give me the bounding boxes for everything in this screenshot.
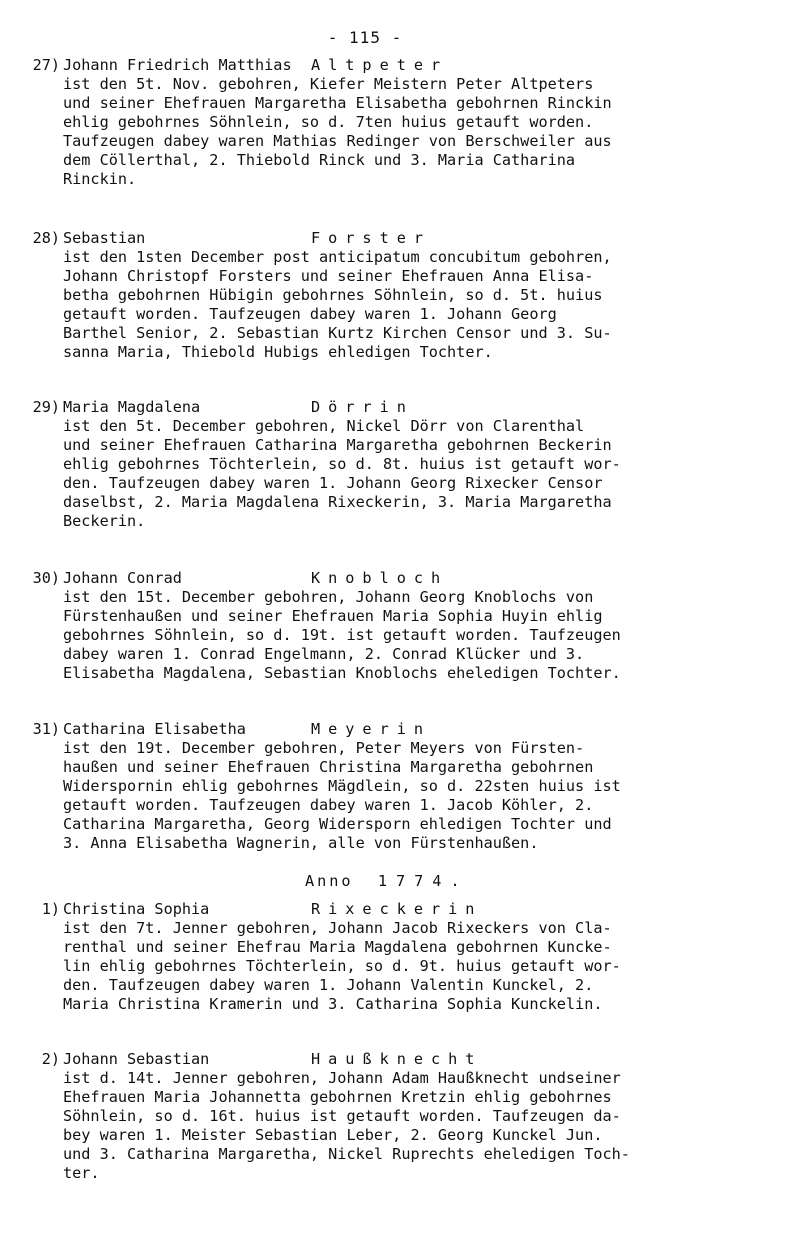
year-dot: . [450, 872, 463, 890]
entry-line: ist den 5t. December gebohren, Nickel Dörr von Clarenthal [63, 417, 585, 435]
surname: Altpeter [311, 56, 449, 74]
entry-line: getauft worden. Taufzeugen dabey waren 1. Johann Georg [63, 305, 557, 323]
entry-text [63, 739, 798, 853]
entry-line: betha gebohrnen Hübigin gebohrnes Söhnlein, so d. 5t. huius [63, 286, 603, 304]
entry-line: ist den 7t. Jenner gebohren, Johann Jacob Rixeckers von Cla- [63, 919, 612, 937]
surname: Knobloch [311, 569, 449, 587]
given-name: Catharina Elisabetha [63, 720, 246, 738]
entry-line: bey waren 1. Meister Sebastian Leber, 2. Georg Kunckel Jun. [63, 1126, 603, 1144]
surname: Rixeckerin [311, 900, 483, 918]
year-digits: 1774 [377, 872, 451, 890]
entry-line: Barthel Senior, 2. Sebastian Kurtz Kirchen Censor und 3. Su- [63, 324, 612, 342]
entry-line: Maria Christina Kramerin und 3. Catharina Sophia Kunckelin. [63, 995, 603, 1013]
entry-text [63, 919, 798, 1014]
entry-line: Taufzeugen dabey waren Mathias Redinger von Berschweiler aus [63, 132, 612, 150]
surname: Haußknecht [311, 1050, 483, 1068]
entry-line: und 3. Catharina Margaretha, Nickel Ruprechts eheledigen Toch- [63, 1145, 630, 1163]
entry-line: Beckerin. [63, 512, 146, 530]
entry-heading [63, 569, 448, 588]
entry-line: haußen und seiner Ehefrauen Christina Margaretha gebohrnen [63, 758, 594, 776]
entry-text [63, 588, 798, 683]
given-name: Johann Friedrich Matthias [63, 56, 292, 74]
entry-line: dem Cöllerthal, 2. Thiebold Rinck und 3. Maria Catharina [63, 151, 576, 169]
entry-heading [63, 398, 414, 417]
entry-line: Johann Christopf Forsters und seiner Ehefrauen Anna Elisa- [63, 267, 594, 285]
entry-line: ist den 15t. December gebohren, Johann Georg Knoblochs von [63, 588, 594, 606]
entry-line: und seiner Ehefrauen Catharina Margaretha gebohrnen Beckerin [63, 436, 612, 454]
entry-number: 31) [32, 720, 60, 738]
entry-line: den. Taufzeugen dabey waren 1. Johann Georg Rixecker Censor [63, 474, 603, 492]
entry-number: 29) [32, 398, 60, 416]
year-label: Anno [305, 872, 354, 890]
entry-line: Fürstenhaußen und seiner Ehefrauen Maria Sophia Huyin ehlig [63, 607, 603, 625]
entry-text [63, 248, 798, 362]
page-number: - 115 - [327, 28, 403, 47]
entry-line: dabey waren 1. Conrad Engelmann, 2. Conrad Klücker und 3. [63, 645, 585, 663]
entry-line: ist d. 14t. Jenner gebohren, Johann Adam Haußknecht undseiner [63, 1069, 621, 1087]
entry-line: Ehefrauen Maria Johannetta gebohrnen Kretzin ehlig gebohrnes [63, 1088, 612, 1106]
entry-text [63, 75, 798, 189]
entry-line: ist den 19t. December gebohren, Peter Meyers von Fürsten- [63, 739, 585, 757]
given-name: Johann Conrad [63, 569, 182, 587]
entry-line: und seiner Ehefrauen Margaretha Elisabetha gebohrnen Rinckin [63, 94, 612, 112]
given-name: Christina Sophia [63, 900, 210, 918]
surname: Forster [311, 229, 432, 247]
entry-text [63, 1069, 798, 1183]
entry-line: ehlig gebohrnes Söhnlein, so d. 7ten huius getauft worden. [63, 113, 594, 131]
entry-line: Rinckin. [63, 170, 137, 188]
entry-line: ter. [63, 1164, 100, 1182]
entry-line: ist den 5t. Nov. gebohren, Kiefer Meistern Peter Altpeters [63, 75, 594, 93]
given-name: Maria Magdalena [63, 398, 201, 416]
entry-heading [63, 56, 448, 75]
entry-line: ist den 1sten December post anticipatum concubitum gebohren, [63, 248, 612, 266]
entry-line: gebohrnes Söhnlein, so d. 19t. ist getauft worden. Taufzeugen [63, 626, 621, 644]
entry-heading [63, 900, 482, 919]
entry-line: den. Taufzeugen dabey waren 1. Johann Valentin Kunckel, 2. [63, 976, 594, 994]
entry-line: daselbst, 2. Maria Magdalena Rixeckerin, 3. Maria Margaretha [63, 493, 612, 511]
entry-line: sanna Maria, Thiebold Hubigs ehledigen Tochter. [63, 343, 493, 361]
entry-text [63, 417, 798, 531]
entry-line: renthal und seiner Ehefrau Maria Magdalena gebohrnen Kuncke- [63, 938, 612, 956]
entry-heading [63, 1050, 482, 1069]
entry-number: 1) [41, 900, 60, 918]
given-name: Sebastian [63, 229, 146, 247]
given-name: Johann Sebastian [63, 1050, 210, 1068]
entry-heading [63, 229, 431, 248]
surname: Meyerin [311, 720, 432, 738]
entry-number: 30) [32, 569, 60, 587]
entry-heading [63, 720, 431, 739]
entry-line: Widerspornin ehlig gebohrnes Mägdlein, so d. 22sten huius ist [63, 777, 621, 795]
entry-number: 2) [41, 1050, 60, 1068]
entry-number: 28) [32, 229, 60, 247]
entry-line: Catharina Margaretha, Georg Widersporn ehledigen Tochter und [63, 815, 612, 833]
entry-line: Söhnlein, so d. 16t. huius ist getauft worden. Taufzeugen da- [63, 1107, 621, 1125]
entry-line: getauft worden. Taufzeugen dabey waren 1. Jacob Köhler, 2. [63, 796, 594, 814]
entry-line: Elisabetha Magdalena, Sebastian Knoblochs eheledigen Tochter. [63, 664, 621, 682]
entry-line: lin ehlig gebohrnes Töchterlein, so d. 9t. huius getauft wor- [63, 957, 621, 975]
surname: Dörrin [311, 398, 414, 416]
entry-number: 27) [32, 56, 60, 74]
entry-line: ehlig gebohrnes Töchterlein, so d. 8t. huius ist getauft wor- [63, 455, 621, 473]
year-heading [305, 872, 463, 891]
entry-line: 3. Anna Elisabetha Wagnerin, alle von Fürstenhaußen. [63, 834, 539, 852]
